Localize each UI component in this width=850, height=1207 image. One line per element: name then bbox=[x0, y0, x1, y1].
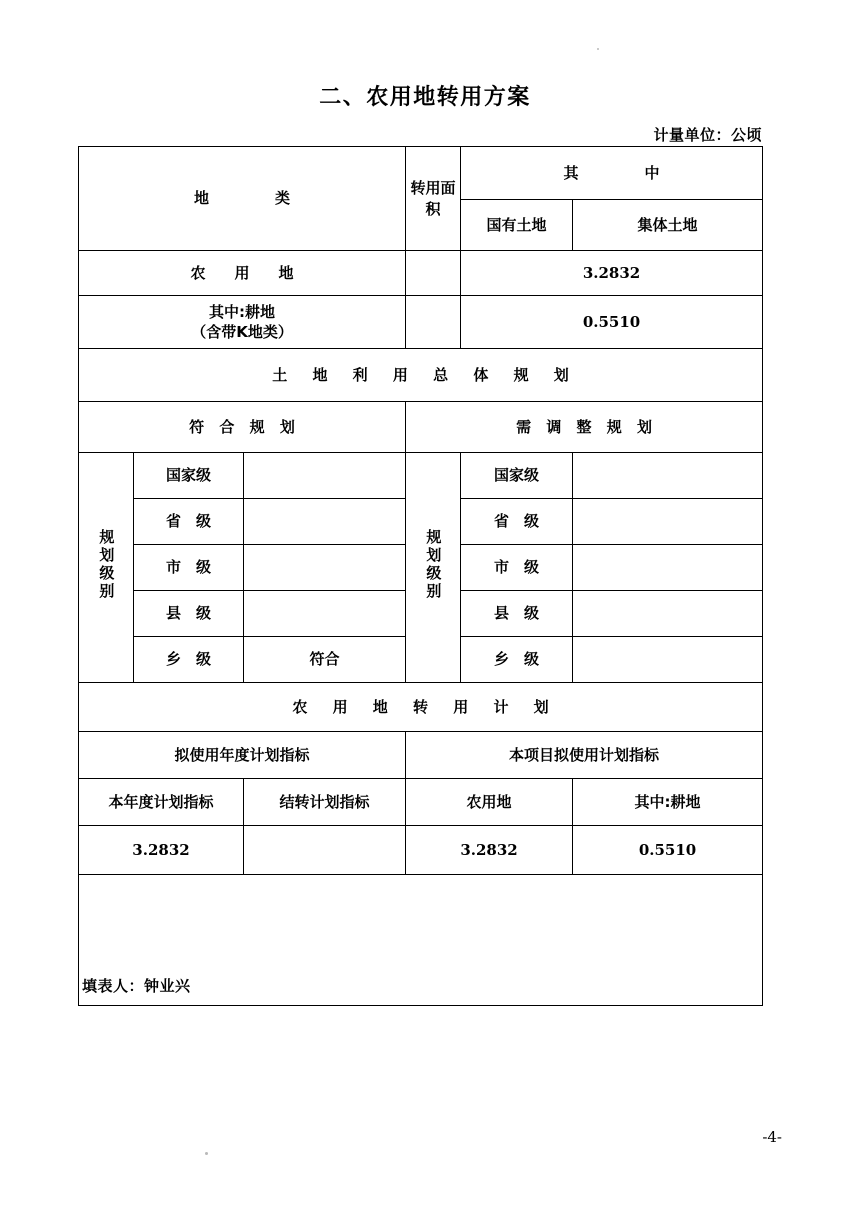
plan-level-value-left[interactable] bbox=[244, 545, 406, 591]
plan-level-value-right[interactable] bbox=[573, 545, 763, 591]
plan-level-label-left bbox=[79, 453, 134, 683]
cell-collective: 3.2832 bbox=[461, 251, 763, 296]
header-among-which: 其 中 bbox=[461, 147, 763, 200]
header-collective: 集体土地 bbox=[573, 200, 763, 251]
plan-level-name-right: 省 级 bbox=[461, 499, 573, 545]
plan-group-row bbox=[79, 732, 763, 779]
column-header-current-year: 本年度计划指标 bbox=[79, 779, 244, 826]
plan-level-name-left: 乡 级 bbox=[134, 637, 244, 683]
row-label-line1: 其中:耕地 bbox=[209, 302, 276, 321]
plan-level-name-left: 市 级 bbox=[134, 545, 244, 591]
plan-level-label-right bbox=[406, 453, 461, 683]
plan-group-adjust: 需 调 整 规 划 bbox=[406, 402, 763, 453]
cell-state-owned bbox=[406, 296, 461, 349]
plan-level-value-left[interactable] bbox=[244, 499, 406, 545]
value-agricultural-land: 3.2832 bbox=[406, 826, 573, 875]
page-number: -4- bbox=[762, 1128, 782, 1146]
table-header-row bbox=[79, 147, 763, 200]
plan-group-row bbox=[79, 402, 763, 453]
value-current-year: 3.2832 bbox=[79, 826, 244, 875]
column-header-cultivated-land: 其中:耕地 bbox=[573, 779, 763, 826]
plan-level-label-right-text: 规划级别 bbox=[424, 528, 443, 601]
table-row bbox=[79, 296, 763, 349]
value-cultivated-land: 0.5510 bbox=[573, 826, 763, 875]
plan-level-name-right: 县 级 bbox=[461, 591, 573, 637]
header-state-owned: 国有土地 bbox=[461, 200, 573, 251]
page-title: 二、农用地转用方案 bbox=[319, 85, 531, 110]
conversion-plan-table bbox=[78, 146, 762, 1006]
section-header-row bbox=[79, 349, 763, 402]
plan-level-value-right[interactable] bbox=[573, 499, 763, 545]
plan-level-row bbox=[79, 453, 763, 499]
table-row bbox=[79, 251, 763, 296]
filler-label: 填表人：钟业兴 bbox=[82, 977, 191, 995]
header-converted-area: 转用面积 bbox=[406, 147, 461, 251]
row-label-cultivated-land bbox=[79, 296, 406, 349]
section-title-conversion-plan: 农 用 地 转 用 计 划 bbox=[79, 683, 763, 732]
plan-value-row bbox=[79, 826, 763, 875]
plan-level-name-left: 县 级 bbox=[134, 591, 244, 637]
row-label-line2: （含带K地类） bbox=[191, 323, 293, 341]
scan-speck bbox=[205, 1152, 208, 1155]
plan-group-conforming: 符 合 规 划 bbox=[79, 402, 406, 453]
plan-level-value-right[interactable] bbox=[573, 637, 763, 683]
unit-label: 计量单位：公顷 bbox=[653, 126, 762, 144]
plan-level-name-left: 省 级 bbox=[134, 499, 244, 545]
plan-level-name-right: 国家级 bbox=[461, 453, 573, 499]
plan-column-header-row bbox=[79, 779, 763, 826]
plan-level-label-left-text: 规划级别 bbox=[97, 528, 116, 601]
value-carryover bbox=[244, 826, 406, 875]
plan-level-name-right: 市 级 bbox=[461, 545, 573, 591]
plan-level-value-left[interactable] bbox=[244, 591, 406, 637]
plan-group-project-index: 本项目拟使用计划指标 bbox=[406, 732, 763, 779]
plan-level-value-left[interactable]: 符合 bbox=[244, 637, 406, 683]
scan-speck bbox=[597, 48, 599, 50]
plan-level-value-left[interactable] bbox=[244, 453, 406, 499]
row-label-agricultural-land: 农 用 地 bbox=[79, 251, 406, 296]
column-header-carryover: 结转计划指标 bbox=[244, 779, 406, 826]
plan-level-name-right: 乡 级 bbox=[461, 637, 573, 683]
plan-level-name-left: 国家级 bbox=[134, 453, 244, 499]
cell-state-owned bbox=[406, 251, 461, 296]
plan-level-value-right[interactable] bbox=[573, 591, 763, 637]
section-title-overall-plan: 土 地 利 用 总 体 规 划 bbox=[79, 349, 763, 402]
column-header-agricultural-land: 农用地 bbox=[406, 779, 573, 826]
plan-group-annual-index: 拟使用年度计划指标 bbox=[79, 732, 406, 779]
header-land-type: 地 类 bbox=[79, 147, 406, 251]
section-header-row bbox=[79, 683, 763, 732]
plan-level-value-right[interactable] bbox=[573, 453, 763, 499]
cell-collective: 0.5510 bbox=[461, 296, 763, 349]
